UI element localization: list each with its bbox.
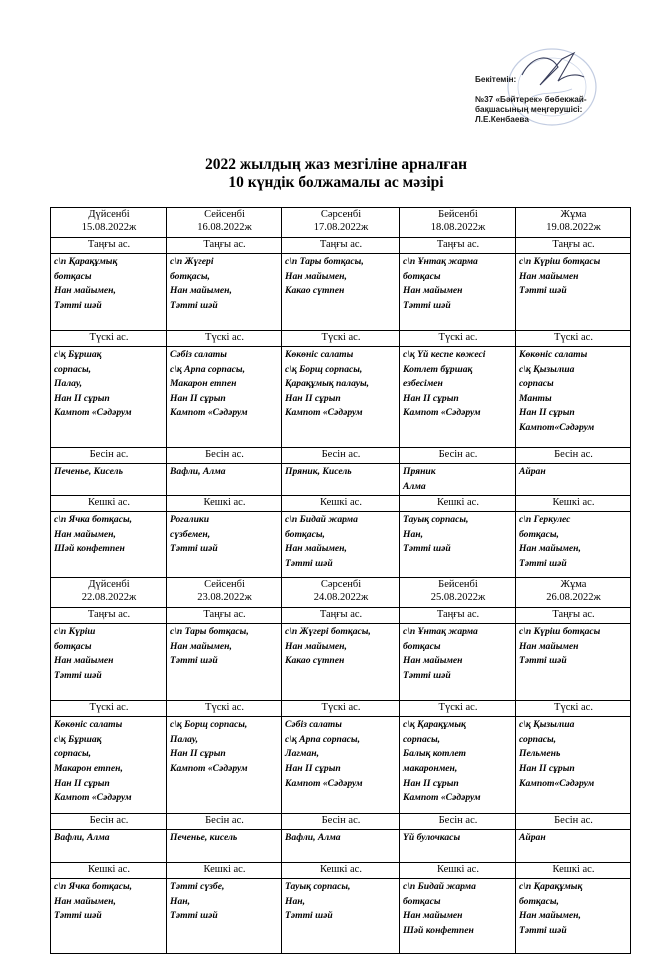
menu-line: Тәтті шәй xyxy=(54,669,102,681)
menu-line: Кампот «Сәдәрум xyxy=(170,762,248,774)
menu-line: Нан II сұрып xyxy=(403,777,459,789)
menu-line: Тәтті шәй xyxy=(170,299,218,311)
menu-line: Печенье, кисель xyxy=(170,832,238,844)
meal-label-row xyxy=(51,331,631,347)
meal-label: Кешкі ас. xyxy=(282,496,400,512)
menu-line: Тауық сорпасы, xyxy=(285,881,351,893)
menu-line: Сәбіз салаты xyxy=(285,719,342,731)
menu-line: с\п Тары ботқасы, xyxy=(285,256,364,267)
menu-line: сорпасы, xyxy=(54,363,92,375)
menu-cell-dinner xyxy=(400,512,516,578)
meal-label: Кешкі ас. xyxy=(167,496,282,512)
menu-cell-breakfast xyxy=(167,624,282,701)
menu-line: с\п Жүгері ботқасы, xyxy=(285,626,371,638)
menu-line: Көкөніс салаты xyxy=(519,349,588,360)
menu-line: езбесімен xyxy=(403,378,443,390)
menu-line: Кампот «Сәдәрум xyxy=(403,792,481,804)
meal-label: Таңғы ас. xyxy=(400,238,516,254)
menu-line: Нан майымен, xyxy=(170,285,232,297)
menu-cell-breakfast xyxy=(400,624,516,701)
meal-label: Кешкі ас. xyxy=(51,496,167,512)
meal-label: Бесін ас. xyxy=(51,814,167,830)
meal-label-row xyxy=(51,814,631,830)
menu-line: с\қ Арпа сорпасы, xyxy=(170,363,245,375)
day-header-cell xyxy=(400,578,516,608)
menu-line: Үй булочкасы xyxy=(403,832,461,844)
menu-cell-snack xyxy=(516,464,631,496)
menu-line: с\қ Бұршақ xyxy=(54,349,102,360)
meal-label: Бесін ас. xyxy=(167,814,282,830)
meal-label: Кешкі ас. xyxy=(516,496,631,512)
menu-line: Вафли, Алма xyxy=(54,832,110,844)
menu-cell-dinner xyxy=(400,879,516,954)
meal-label: Бесін ас. xyxy=(167,448,282,464)
menu-cell-lunch xyxy=(400,717,516,814)
menu-line: Тәтті шәй xyxy=(170,910,218,922)
menu-line: Нан майымен xyxy=(519,640,579,652)
menu-line: с\п Ячка ботқасы, xyxy=(54,514,133,526)
menu-line: Манты xyxy=(519,392,552,404)
menu-cell-snack xyxy=(400,830,516,863)
day-name: Сәрсенбі xyxy=(320,209,362,220)
menu-line: Тәтті шәй xyxy=(403,669,451,681)
menu-cell-breakfast xyxy=(51,254,167,331)
meal-label: Түскі ас. xyxy=(400,701,516,717)
menu-line: Нан майымен, xyxy=(285,543,347,555)
menu-line: Нан II сұрып xyxy=(54,392,110,404)
menu-line: с\п Бидай жарма xyxy=(403,881,476,893)
meal-label: Түскі ас. xyxy=(516,331,631,347)
day-header-cell xyxy=(516,208,631,238)
menu-line: Нан II сұрып xyxy=(285,392,341,404)
menu-line: Кампот «Сәдәрум xyxy=(54,792,132,804)
day-header-cell xyxy=(167,208,282,238)
meal-label: Бесін ас. xyxy=(51,448,167,464)
menu-line: Айран xyxy=(519,466,546,477)
menu-line: с\қ Борщ сорпасы, xyxy=(285,363,363,375)
menu-line: Палау, xyxy=(170,733,199,745)
menu-line: Тәтті сүзбе, xyxy=(170,881,225,893)
menu-line: сорпасы xyxy=(519,378,554,390)
meal-label: Түскі ас. xyxy=(167,701,282,717)
menu-line: сорпасы, xyxy=(54,748,92,760)
meal-label: Кешкі ас. xyxy=(516,863,631,879)
menu-cell-breakfast xyxy=(282,254,400,331)
menu-line: Нан майымен, xyxy=(54,528,116,540)
meal-row-dinner xyxy=(51,879,631,954)
menu-line: ботқасы, xyxy=(519,895,559,907)
day-date: 23.08.2022ж xyxy=(197,591,252,603)
menu-cell-dinner xyxy=(516,512,631,578)
menu-line: Тәтті шәй xyxy=(519,655,567,667)
menu-line: Тәтті шәй xyxy=(403,543,451,555)
menu-line: Нан майымен, xyxy=(54,285,116,297)
menu-line: сорпасы, xyxy=(403,733,441,745)
meal-label-row xyxy=(51,496,631,512)
meal-label: Таңғы ас. xyxy=(282,238,400,254)
meal-label-row xyxy=(51,701,631,717)
menu-line: Пряник, Кисель xyxy=(285,466,352,477)
menu-line: Тәтті шәй xyxy=(285,910,333,922)
menu-line: Кампот «Сәдәрум xyxy=(170,407,248,419)
day-date: 16.08.2022ж xyxy=(197,221,252,233)
menu-line: Тәтті шәй xyxy=(519,924,567,936)
meal-label: Түскі ас. xyxy=(400,331,516,347)
menu-line: макаронмен, xyxy=(403,762,458,774)
day-header-row xyxy=(51,578,631,608)
menu-line: Лагман, xyxy=(285,748,320,760)
menu-cell-breakfast xyxy=(167,254,282,331)
meal-label-row xyxy=(51,238,631,254)
day-name: Жұма xyxy=(560,579,587,591)
menu-cell-lunch xyxy=(51,717,167,814)
menu-line: Нан майымен xyxy=(403,910,463,922)
menu-line: Нан II сұрып xyxy=(403,392,459,404)
menu-line: Тәтті шәй xyxy=(285,557,333,569)
menu-line: Кампот «Сәдәрум xyxy=(285,777,363,789)
menu-line: Палау, xyxy=(54,378,83,390)
day-name: Бейсенбі xyxy=(438,209,478,220)
day-name: Сейсенбі xyxy=(204,209,245,220)
meal-label: Бесін ас. xyxy=(400,814,516,830)
menu-line: Нан майымен xyxy=(403,285,463,297)
meal-label: Таңғы ас. xyxy=(167,608,282,624)
day-date: 15.08.2022ж xyxy=(81,221,137,233)
meal-row-lunch xyxy=(51,347,631,448)
page-title xyxy=(0,156,672,192)
meal-label: Түскі ас. xyxy=(282,331,400,347)
menu-cell-snack xyxy=(51,830,167,863)
menu-line: с\п Бидай жарма xyxy=(285,514,358,526)
meal-label: Кешкі ас. xyxy=(400,496,516,512)
day-name: Сәрсенбі xyxy=(320,579,362,591)
day-date: 19.08.2022ж xyxy=(546,221,601,233)
day-header-row xyxy=(51,208,631,238)
menu-line: Нан, xyxy=(403,528,423,540)
meal-row-dinner xyxy=(51,512,631,578)
menu-cell-snack xyxy=(400,464,516,496)
menu-line: ботқасы, xyxy=(519,528,559,540)
day-date: 25.08.2022ж xyxy=(430,591,486,603)
menu-line: Кампот «Сәдәрум xyxy=(403,407,481,419)
menu-line: Нан майымен xyxy=(403,655,463,667)
menu-line: Сәбіз салаты xyxy=(170,349,227,360)
menu-line: Вафли, Алма xyxy=(170,466,226,477)
meal-row-snack xyxy=(51,464,631,496)
menu-line: с\п Күріш xyxy=(54,626,96,638)
menu-line: Нан, xyxy=(170,895,190,907)
menu-line: Тәтті шәй xyxy=(170,655,218,667)
meal-label: Түскі ас. xyxy=(51,331,167,347)
menu-line: Нан II сұрып xyxy=(170,748,226,760)
menu-cell-dinner xyxy=(167,512,282,578)
menu-line: Котлет бұршақ xyxy=(403,363,473,375)
day-name: Жұма xyxy=(560,209,587,220)
menu-line: с\п Күріш ботқасы xyxy=(519,626,601,638)
meal-label: Бесін ас. xyxy=(400,448,516,464)
day-date: 18.08.2022ж xyxy=(430,221,486,233)
menu-line: Тәтті шәй xyxy=(54,910,102,922)
meal-label: Таңғы ас. xyxy=(51,608,167,624)
menu-line: ботқасы xyxy=(54,270,92,282)
meal-row-lunch xyxy=(51,717,631,814)
menu-line: сүзбемен, xyxy=(170,528,211,540)
day-date: 26.08.2022ж xyxy=(546,591,601,603)
menu-line: Кампот«Сәдәрум xyxy=(519,777,595,789)
menu-line: Шәй конфетпен xyxy=(403,924,474,936)
day-name: Дүйсенбі xyxy=(88,209,130,220)
menu-cell-breakfast xyxy=(282,624,400,701)
menu-line: Нан майымен, xyxy=(519,543,581,555)
menu-line: Тәтті шәй xyxy=(519,285,567,297)
day-header-cell xyxy=(282,208,400,238)
menu-line: с\қ Үй кеспе көжесі xyxy=(403,349,486,360)
menu-line: Тәтті шәй xyxy=(170,543,218,555)
menu-line: Тәтті шәй xyxy=(403,299,451,311)
menu-line: Нан II сұрып xyxy=(170,392,226,404)
meal-label-row xyxy=(51,863,631,879)
menu-cell-dinner xyxy=(51,879,167,954)
menu-line: Макарон етпен xyxy=(170,378,237,390)
day-header-cell xyxy=(51,578,167,608)
menu-line: Нан майымен, xyxy=(519,910,581,922)
meal-label: Бесін ас. xyxy=(282,814,400,830)
menu-cell-lunch xyxy=(516,347,631,448)
meal-label: Таңғы ас. xyxy=(400,608,516,624)
menu-line: сорпасы, xyxy=(519,733,557,745)
menu-cell-lunch xyxy=(51,347,167,448)
title-line-1: 2022 жылдың жаз мезгіліне арналған xyxy=(204,156,468,173)
menu-line: с\п Қарақұмық xyxy=(519,881,583,893)
menu-line: ботқасы xyxy=(403,895,441,907)
meal-label-row xyxy=(51,448,631,464)
meal-label: Түскі ас. xyxy=(516,701,631,717)
meal-label-row xyxy=(51,608,631,624)
menu-cell-dinner xyxy=(51,512,167,578)
day-header-cell xyxy=(282,578,400,608)
menu-cell-snack xyxy=(282,464,400,496)
menu-line: Тәтті шәй xyxy=(54,299,102,311)
menu-line: Көкөніс салаты xyxy=(54,719,123,731)
menu-cell-breakfast xyxy=(516,254,631,331)
menu-line: Шәй конфетпен xyxy=(54,543,125,555)
menu-cell-snack xyxy=(51,464,167,496)
meal-label: Түскі ас. xyxy=(51,701,167,717)
menu-cell-lunch xyxy=(167,717,282,814)
meal-label: Кешкі ас. xyxy=(167,863,282,879)
menu-line: Пряник xyxy=(403,466,436,477)
menu-cell-breakfast xyxy=(400,254,516,331)
menu-line: с\п Геркулес xyxy=(519,514,571,526)
meal-row-snack xyxy=(51,830,631,863)
menu-line: Нан майымен xyxy=(519,270,579,282)
meal-label: Кешкі ас. xyxy=(400,863,516,879)
day-name: Дүйсенбі xyxy=(88,579,130,591)
menu-line: Макарон етпен, xyxy=(54,762,123,774)
day-header-cell xyxy=(400,208,516,238)
meal-label: Таңғы ас. xyxy=(167,238,282,254)
menu-line: Кампот «Сәдәрум xyxy=(285,407,363,419)
menu-line: ботқасы, xyxy=(285,528,325,540)
menu-line: Алма xyxy=(403,480,426,492)
menu-line: Нан II сұрып xyxy=(54,777,110,789)
menu-line: Рогалики xyxy=(170,514,210,526)
menu-line: Нан майымен, xyxy=(285,640,347,652)
menu-line: Көкөніс салаты xyxy=(285,349,354,360)
menu-line: с\қ Борщ сорпасы, xyxy=(170,719,248,731)
meal-label: Кешкі ас. xyxy=(282,863,400,879)
menu-line: с\қ Қызылша xyxy=(519,363,575,375)
menu-cell-dinner xyxy=(167,879,282,954)
menu-line: Кампот«Сәдәрум xyxy=(519,421,595,433)
meal-label: Таңғы ас. xyxy=(516,238,631,254)
meal-label: Түскі ас. xyxy=(282,701,400,717)
menu-cell-snack xyxy=(516,830,631,863)
menu-line: с\п Ячка ботқасы, xyxy=(54,881,133,893)
menu-line: Нан II сұрып xyxy=(519,762,575,774)
menu-table xyxy=(50,207,631,954)
menu-line: Тауық сорпасы, xyxy=(403,514,469,526)
day-name: Бейсенбі xyxy=(438,579,478,591)
approval-person: Л.Е.Кенбаева xyxy=(475,115,529,124)
menu-line: Қарақұмық палауы, xyxy=(285,378,370,390)
menu-line: Балық котлет xyxy=(403,748,467,760)
menu-line: Печенье, Кисель xyxy=(54,466,123,477)
menu-cell-dinner xyxy=(282,512,400,578)
day-header-cell xyxy=(51,208,167,238)
menu-line: с\қ Қызылша xyxy=(519,719,575,731)
menu-line: с\п Жүгері xyxy=(170,256,214,267)
menu-line: Кампот «Сәдәрум xyxy=(54,407,132,419)
meal-label: Кешкі ас. xyxy=(51,863,167,879)
meal-label: Таңғы ас. xyxy=(51,238,167,254)
menu-cell-lunch xyxy=(516,717,631,814)
menu-cell-snack xyxy=(167,830,282,863)
day-date: 22.08.2022ж xyxy=(81,591,137,603)
menu-line: с\қ Бұршақ xyxy=(54,733,102,745)
menu-cell-lunch xyxy=(282,717,400,814)
menu-line: Какао сүтпен xyxy=(285,285,345,297)
menu-cell-dinner xyxy=(516,879,631,954)
menu-line: Какао сүтпен xyxy=(285,655,345,667)
approval-block xyxy=(462,45,604,141)
menu-line: Тәтті шәй xyxy=(519,557,567,569)
menu-line: ботқасы xyxy=(403,640,441,652)
menu-line: Нан майымен xyxy=(54,655,114,667)
menu-line: Нан II сұрып xyxy=(519,407,575,419)
menu-cell-dinner xyxy=(282,879,400,954)
meal-label: Түскі ас. xyxy=(167,331,282,347)
menu-line: ботқасы, xyxy=(170,270,210,282)
approval-org: №37 «Бәйтерек» бөбекжай- xyxy=(475,95,587,104)
menu-cell-lunch xyxy=(400,347,516,448)
meal-label: Бесін ас. xyxy=(516,448,631,464)
meal-row-breakfast xyxy=(51,624,631,701)
day-header-cell xyxy=(516,578,631,608)
menu-line: с\қ Қарақұмық xyxy=(403,719,466,731)
approval-position: бақшасының меңгерушісі: xyxy=(475,105,583,114)
menu-line: с\п Қарақұмық xyxy=(54,256,118,267)
menu-cell-snack xyxy=(282,830,400,863)
menu-line: с\п Тары ботқасы, xyxy=(170,626,249,638)
menu-cell-breakfast xyxy=(516,624,631,701)
menu-line: Айран xyxy=(519,832,546,844)
menu-line: Нан II сұрып xyxy=(285,762,341,774)
menu-line: с\қ Арпа сорпасы, xyxy=(285,733,360,745)
menu-line: Нан майымен, xyxy=(54,895,116,907)
title-line-2: 10 күндік болжамалы ас мәзірі xyxy=(228,174,444,191)
meal-label: Таңғы ас. xyxy=(282,608,400,624)
menu-cell-breakfast xyxy=(51,624,167,701)
menu-cell-lunch xyxy=(282,347,400,448)
menu-line: с\п Ұнтақ жарма xyxy=(403,626,478,638)
menu-cell-snack xyxy=(167,464,282,496)
meal-label: Таңғы ас. xyxy=(516,608,631,624)
menu-line: Пельмень xyxy=(519,748,561,760)
day-date: 17.08.2022ж xyxy=(313,221,369,233)
menu-line: Нан, xyxy=(285,895,305,907)
meal-label: Бесін ас. xyxy=(282,448,400,464)
day-name: Сейсенбі xyxy=(204,579,245,591)
approval-label: Бекітемін: xyxy=(475,75,517,84)
menu-line: ботқасы xyxy=(54,640,92,652)
menu-line: с\п Ұнтақ жарма xyxy=(403,256,478,267)
menu-line: Нан майымен, xyxy=(285,270,347,282)
meal-label: Бесін ас. xyxy=(516,814,631,830)
day-header-cell xyxy=(167,578,282,608)
meal-row-breakfast xyxy=(51,254,631,331)
menu-line: ботқасы xyxy=(403,270,441,282)
menu-line: с\п Күріш ботқасы xyxy=(519,256,601,267)
menu-line: Вафли, Алма xyxy=(285,832,341,844)
menu-line: Нан майымен, xyxy=(170,640,232,652)
menu-cell-lunch xyxy=(167,347,282,448)
day-date: 24.08.2022ж xyxy=(313,591,369,603)
